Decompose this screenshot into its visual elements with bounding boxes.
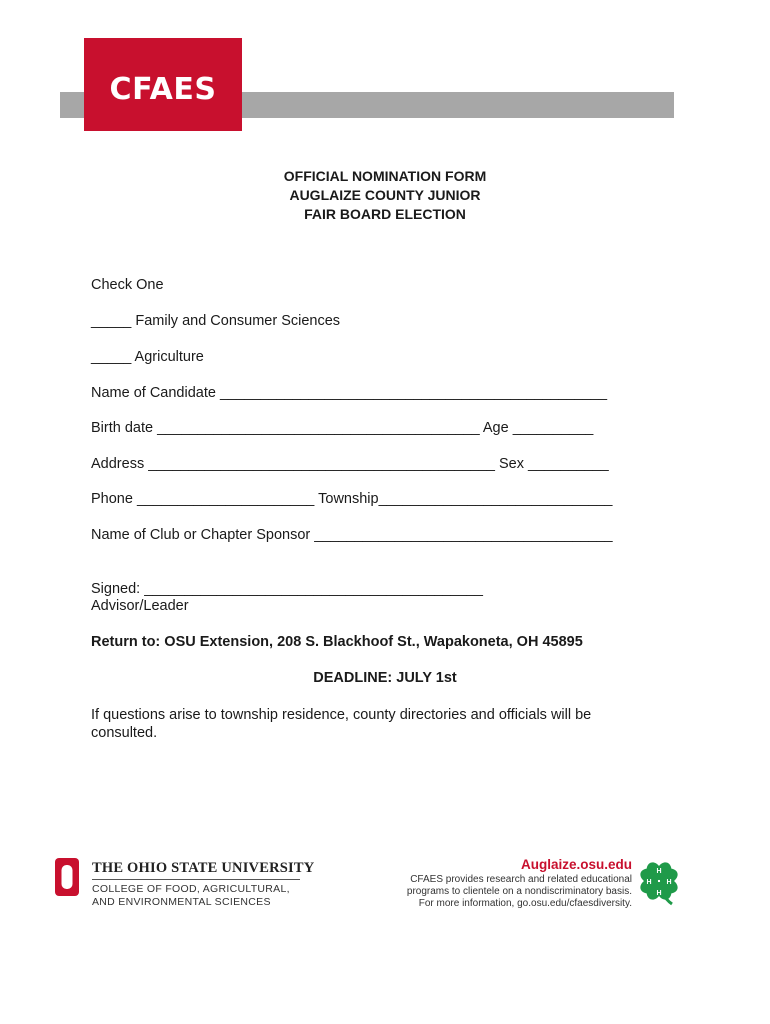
candidate-name-field[interactable]: Name of Candidate ________________________________________________ (91, 385, 608, 401)
form-title (0, 167, 770, 224)
osu-block-o-icon (54, 857, 80, 897)
college-line-1: COLLEGE OF FOOD, AGRICULTURAL, (92, 883, 290, 895)
svg-text:H: H (646, 879, 652, 886)
note-paragraph: If questions arise to township residence, county directories and officials will be consulted. (91, 707, 592, 741)
check-one-label: Check One (91, 277, 164, 293)
svg-text:H: H (656, 868, 662, 875)
4h-clover-icon (636, 858, 682, 906)
diversity-line-2: programs to clientele on a nondiscriminatory basis. (406, 886, 632, 897)
svg-text:H: H (666, 879, 672, 886)
option-agriculture[interactable]: _____ Agriculture (91, 349, 204, 365)
college-name (92, 883, 290, 909)
title-line-1: OFFICIAL NOMINATION FORM (283, 168, 487, 184)
university-name: THE OHIO STATE UNIVERSITY (92, 860, 315, 876)
sponsor-field[interactable]: Name of Club or Chapter Sponsor _____________________________________ (91, 527, 613, 543)
signature-field[interactable]: Signed: __________________________________________ (91, 581, 483, 597)
college-line-2: AND ENVIRONMENTAL SCIENCES (92, 896, 271, 908)
diversity-statement (385, 874, 632, 910)
advisor-label: Advisor/Leader (91, 598, 189, 614)
phone-township-field[interactable]: Phone ______________________ Township_____________________________ (91, 491, 613, 507)
cfaes-logo-text: CFAES (109, 72, 217, 107)
diversity-line-3: For more information, go.osu.edu/cfaesdiversity. (418, 898, 632, 909)
birth-date-age-field[interactable]: Birth date ________________________________________ Age __________ (91, 420, 594, 436)
university-rule (92, 879, 300, 880)
title-line-2: AUGLAIZE COUNTY JUNIOR (289, 187, 481, 203)
diversity-line-1: CFAES provides research and related educational (410, 874, 632, 885)
title-line-3: FAIR BOARD ELECTION (304, 206, 466, 222)
return-address: Return to: OSU Extension, 208 S. Blackhoof St., Wapakoneta, OH 45895 (91, 634, 583, 650)
extension-website-link[interactable]: Auglaize.osu.edu (520, 857, 632, 872)
svg-text:H: H (656, 890, 662, 897)
cfaes-logo (84, 38, 242, 131)
option-family-consumer-sciences[interactable]: _____ Family and Consumer Sciences (91, 313, 341, 329)
address-sex-field[interactable]: Address ___________________________________________ Sex __________ (91, 456, 609, 472)
deadline: DEADLINE: JULY 1st (313, 670, 457, 686)
